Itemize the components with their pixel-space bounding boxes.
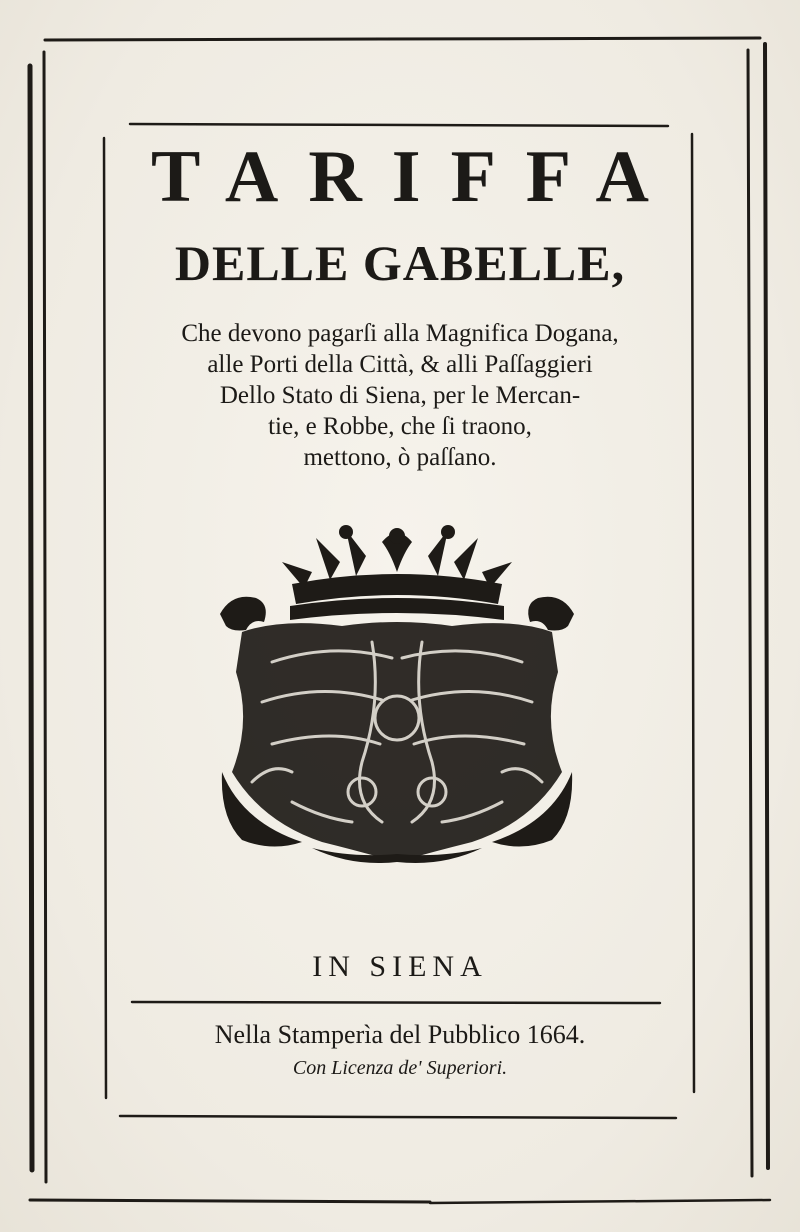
title-description — [112, 318, 688, 473]
imprint-printer: Nella Stamperìa del Pubblico 1664. — [214, 1020, 586, 1049]
description-line: Dello Stato di Siena, per le Mercan- — [219, 382, 581, 409]
page-subtitle: DELLE GABELLE, — [174, 235, 626, 291]
page-title: TARIFFA — [151, 136, 679, 218]
imprint-place: IN SIENA — [312, 950, 488, 983]
coat-of-arms-with-crown-icon — [212, 522, 582, 867]
description-line: tie, e Robbe, che ſi traono, — [268, 413, 532, 440]
description-line: mettono, ò paſſano. — [303, 444, 497, 471]
description-line: alle Porti della Città, & alli Paſſaggieri — [207, 351, 593, 378]
imprint-license: Con Licenza de' Superiori. — [292, 1057, 508, 1079]
description-line: Che devono pagarſi alla Magnifica Dogana, — [181, 320, 619, 347]
